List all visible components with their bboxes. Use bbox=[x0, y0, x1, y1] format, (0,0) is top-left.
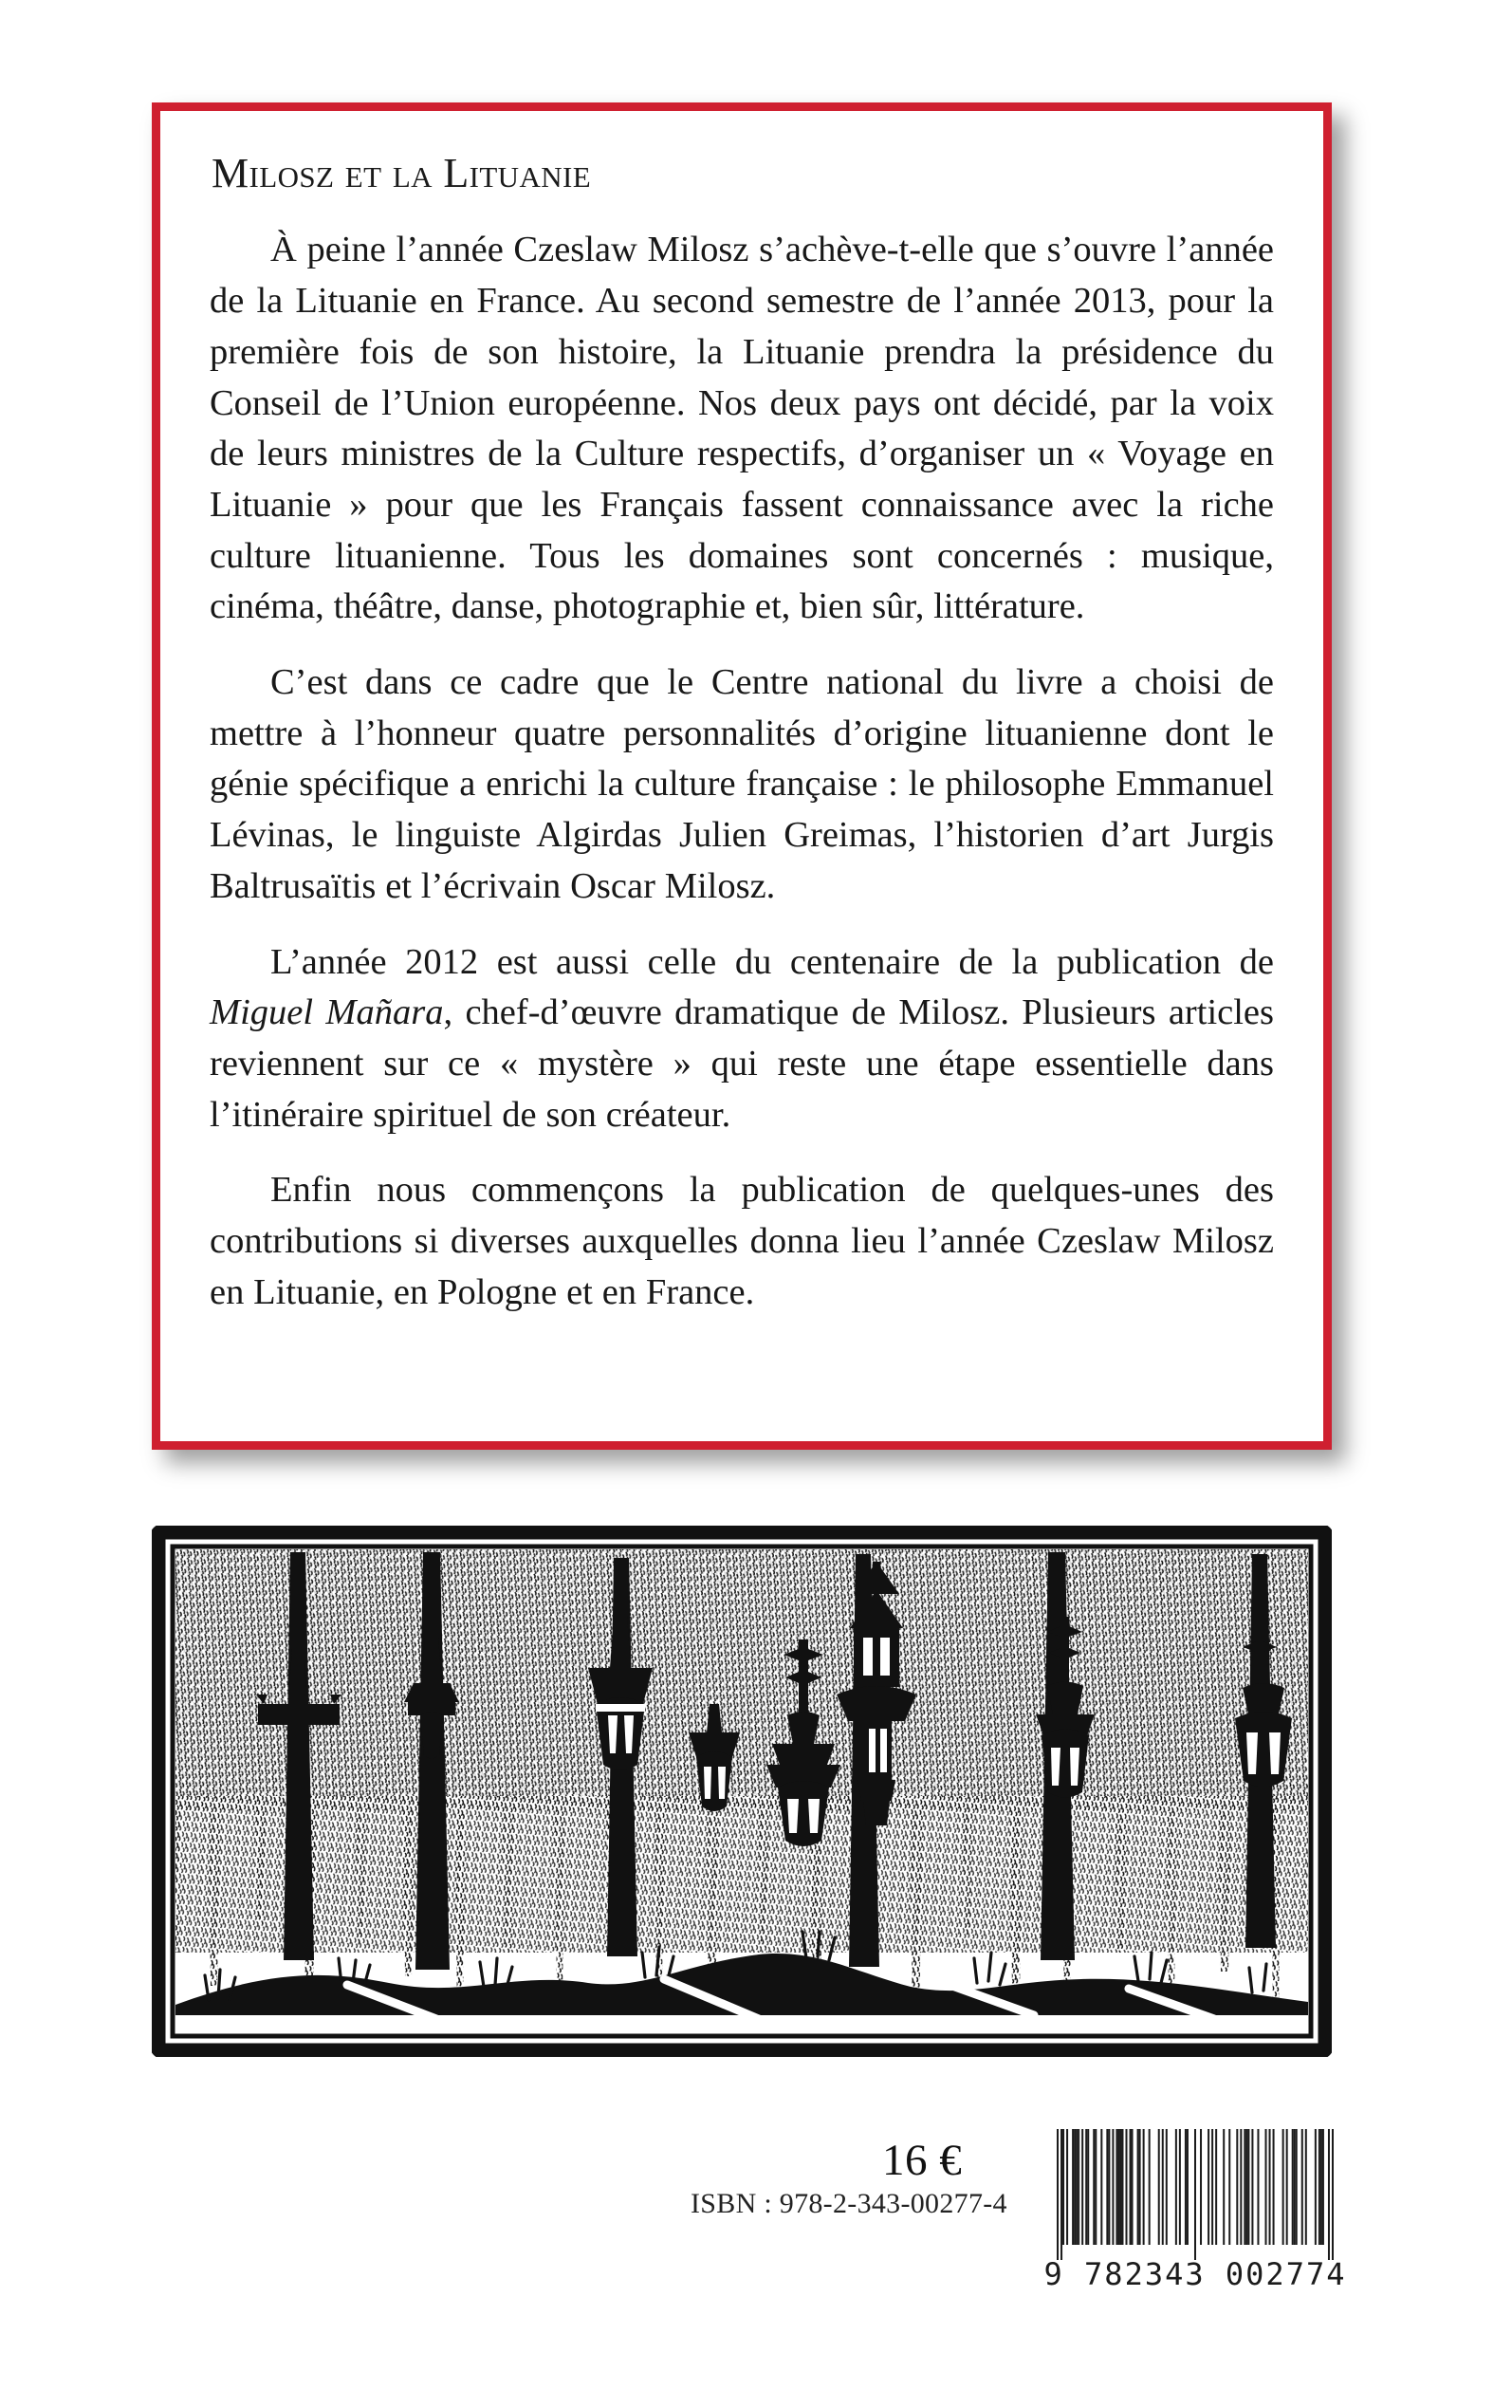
barcode-svg bbox=[1043, 2116, 1347, 2296]
paragraph-1: À peine l’année Czeslaw Milosz s’achève-t-elle que s’ouvre l’année de la Lituanie en France. Au second semestre de l’année 2013, pour la première fois de son histoire, la Lituanie prendra la présidence du Conseil de l’Union européenne. Nos deux pays ont décidé, par la voix de leurs ministres de la Culture respectifs, d’organiser un « Voyage en Lituanie » pour que les Français fassent connaissance avec la riche culture lituanienne. Tous les domaines sont concernés : musique, cinéma, théâtre, danse, photographie et, bien sûr, littérature. bbox=[210, 230, 1274, 627]
ean13-barcode bbox=[1043, 2116, 1347, 2296]
book-title-italic: Miguel Mañara bbox=[210, 992, 444, 1033]
paragraph-3-after-italic: , chef-d’œuvre dramatique de Milosz. Plusieurs articles reviennent sur ce « mystère » qui reste une étape essentielle dans l’itinéraire spirituel de son créateur. bbox=[210, 992, 1274, 1135]
page-title: Milosz et la Lituanie bbox=[212, 150, 592, 196]
paragraph-3-before-italic: L’année 2012 est aussi celle du centenaire de la publication de bbox=[270, 941, 1274, 982]
back-cover-text-panel bbox=[152, 102, 1332, 1450]
isbn-label: ISBN : 978-2-343-00277-4 bbox=[691, 2188, 1007, 2219]
foliage-canopy bbox=[175, 1549, 1308, 2005]
woodcut-svg bbox=[152, 1526, 1332, 2057]
price-label: 16 € bbox=[882, 2136, 963, 2185]
paragraph-2: C’est dans ce cadre que le Centre national du livre a choisi de mettre à l’honneur quatre personnalités d’origine lituanienne dont le génie spécifique a enrichi la culture française : le philosophe Emmanuel Lévinas, le linguiste Algirdas Julien Greimas, l’historien d’art Jurgis Baltrusaïtis et l’écrivain Oscar Milosz. bbox=[210, 662, 1274, 906]
footer bbox=[0, 2135, 1512, 2400]
paragraph-3 bbox=[210, 937, 1274, 1141]
panel-inner bbox=[160, 111, 1323, 1318]
barcode-digits: 9 782343 002774 bbox=[1043, 2256, 1347, 2292]
paragraph-4: Enfin nous commençons la publication de quelques-unes des contributions si diverses auxquelles donna lieu l’année Czeslaw Milosz en Lituanie, en Pologne et en France. bbox=[210, 1170, 1274, 1312]
cemetery-woodcut-illustration bbox=[152, 1526, 1332, 2057]
